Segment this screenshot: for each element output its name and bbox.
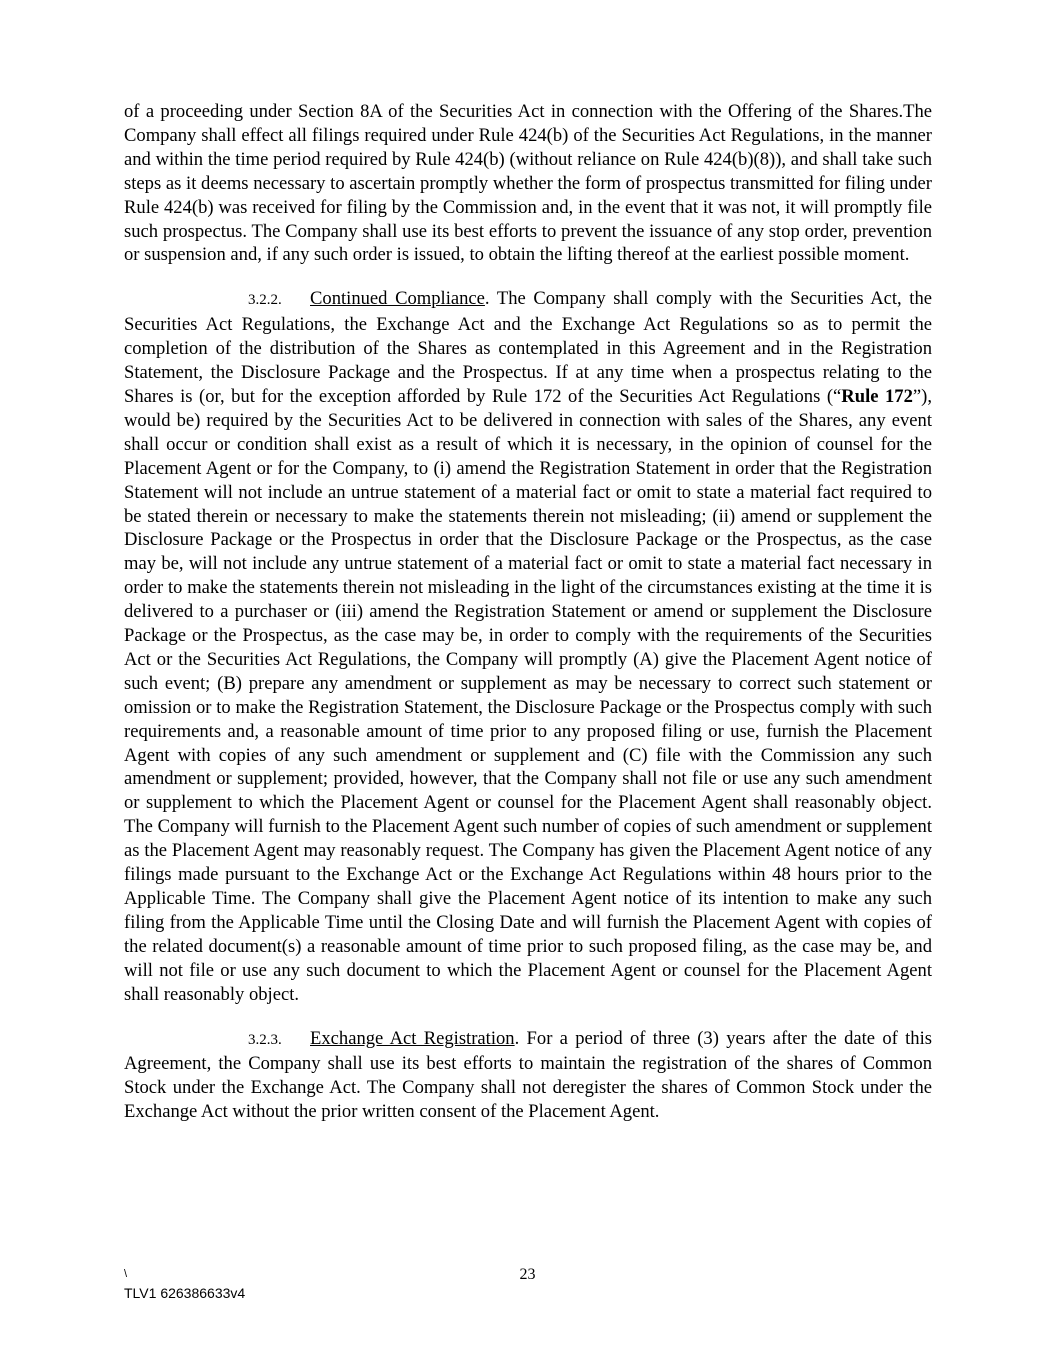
section-3-2-2-paragraph	[124, 287, 932, 1006]
section-text: . The Company shall comply with the Securities Act, the Securities Act Regulations, the Exchange Act and the Exchange Act Regulations so as to permit the completion of the distribution of the Shares as contemplated in this Agreement and in the Registration Statement, the Disclosure Package and the Prospectus. If at any time when a prospectus relating to the Shares is (or, but for the exception afforded by Rule 172 of the Securities Act Regulations (“	[124, 288, 933, 407]
footer-marker: \	[124, 1268, 128, 1280]
document-body	[124, 100, 932, 1124]
section-number: 3.2.2.	[248, 292, 282, 309]
section-3-2-3-paragraph	[124, 1027, 932, 1125]
defined-term: Rule 172	[841, 385, 913, 407]
section-heading: Exchange Act Registration	[310, 1027, 515, 1049]
continuation-paragraph: of a proceeding under Section 8A of the Securities Act in connection with the Offering of the Shares.The Company shall effect all filings required under Rule 424(b) of the Securities Act Regulations, in the manner and within the time period required by Rule 424(b) (without reliance on Rule 424(b)(8)), and shall take such steps as it deems necessary to ascertain promptly whether the form of prospectus transmitted for filing under Rule 424(b) was received for filing by the Commission and, in the event that it was not, it will promptly file such prospectus. The Company shall use its best efforts to prevent the issuance of any stop order, prevention or suspension and, if any such order is issued, to obtain the lifting thereof at the earliest possible moment.	[124, 101, 932, 266]
section-text-continued: ”), would be) required by the Securities Act to be delivered in connection with sales of the Shares, any event shall occur or condition shall exist as a result of which it is necessary, in the opinion of counsel for the Placement Agent or for the Company, to (i) amend the Registration Statement in order that the Registration Statement will not include an untrue statement of a material fact or omit to state a material fact required to be stated therein or necessary to make the statements therein not misleading; (ii) amend or supplement the Disclosure Package or the Prospectus in order that the Disclosure Package or the Prospectus, as the case may be, will not include any untrue statement of a material fact or omit to state a material fact necessary in order to make the statements therein not misleading in the light of the circumstances existing at the time it is delivered to a purchaser or (iii) amend the Registration Statement or amend or supplement the Disclosure Package or the Prospectus, as the case may be, in order to comply with the requirements of the Securities Act or the Securities Act Regulations, the Company will promptly (A) give the Placement Agent notice of such event; (B) prepare any amendment or supplement as may be necessary to correct such statement or omission or to make the Registration Statement, the Disclosure Package or the Prospectus comply with such requirements and, a reasonable amount of time prior to any proposed filing or use, furnish the Placement Agent with copies of any such amendment or supplement and (C) file with the Commission any such amendment or supplement; provided, however, that the Company shall not file or use any such amendment or supplement to which the Placement Agent or counsel for the Placement Agent shall reasonably object. The Company will furnish to the Placement Agent such number of copies of such amendment or supplement as the Placement Agent may reasonably request. The Company has given the Placement Agent notice of any filings made pursuant to the Exchange Act or the Exchange Act Regulations within 48 hours prior to the Applicable Time. The Company shall give the Placement Agent notice of its intention to make any such filing from the Applicable Time until the Closing Date and will furnish the Placement Agent with copies of the related document(s) a reasonable amount of time prior to such proposed filing, as the case may be, and will not file or use any such document to which the Placement Agent or counsel for the Placement Agent shall reasonably object.	[124, 385, 932, 1005]
section-heading: Continued Compliance	[310, 288, 485, 310]
section-text: . For a period of three (3) years after the date of this Agreement, the Company shall use its best efforts to maintain the registration of the shares of Common Stock under the Exchange Act. The Company shall not deregister the shares of Common Stock under the Exchange Act without the prior written consent of the Placement Agent.	[124, 1027, 933, 1123]
footer-document-id: TLV1 626386633v4	[124, 1285, 246, 1301]
section-number: 3.2.3.	[248, 1031, 282, 1048]
page-number: 23	[519, 1266, 536, 1283]
